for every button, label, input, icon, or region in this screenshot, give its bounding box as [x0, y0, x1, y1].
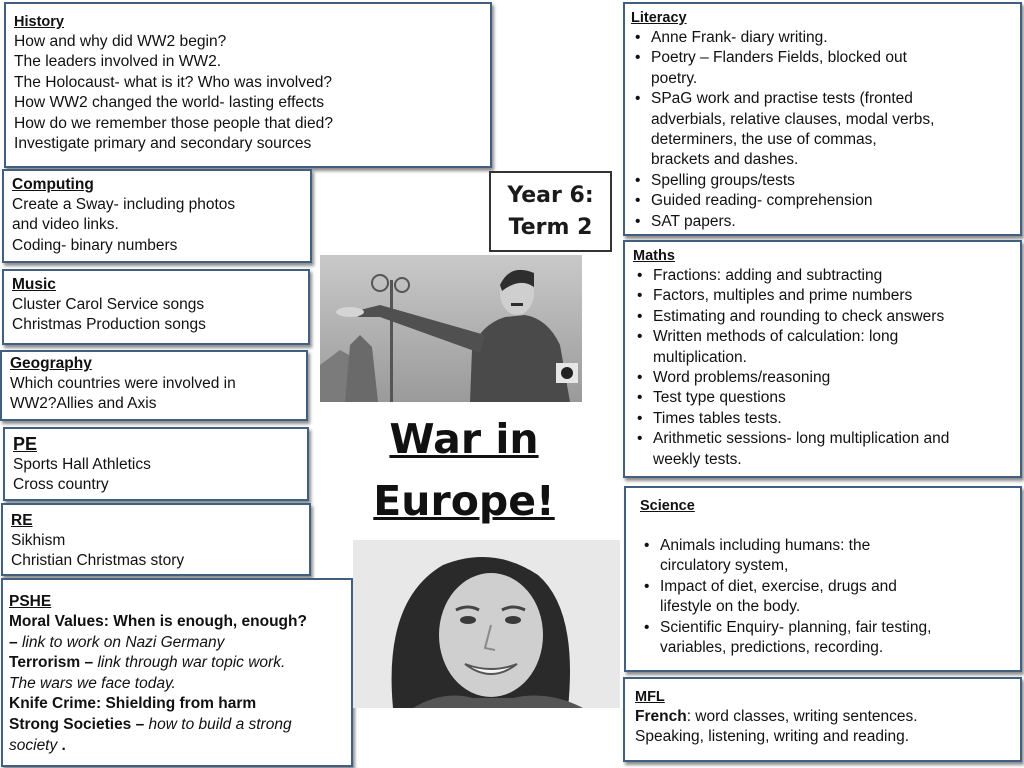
literacy-heading: Literacy [631, 10, 687, 26]
maths-panel [623, 240, 1022, 478]
literacy-panel [623, 2, 1022, 236]
literacy-item [631, 212, 1014, 232]
pshe-strong-societies [9, 715, 345, 736]
maths-item-text: • Written methods of calculation: long [653, 328, 899, 346]
re-line: Sikhism [11, 532, 66, 549]
history-line: The leaders involved in WW2. [14, 53, 222, 71]
science-item [640, 618, 1006, 659]
mfl-line2: Speaking, listening, writing and reading. [635, 728, 910, 746]
maths-item-text: • Test type questions [653, 389, 786, 407]
music-panel [2, 269, 310, 345]
literacy-list [631, 28, 1014, 232]
pshe-strong-bold: Strong Societies – [9, 715, 149, 733]
literacy-item [631, 28, 1014, 48]
term-label: Term 2 [508, 214, 593, 240]
anne-frank-photo-image [353, 540, 620, 708]
maths-list [633, 266, 1012, 470]
pshe-strong-italic-2: society [9, 736, 58, 754]
historical-photo-salute-image [320, 255, 582, 402]
anne-frank-photo [353, 540, 620, 708]
literacy-item-text: • Guided reading- comprehension [651, 192, 873, 210]
maths-item [633, 327, 1012, 368]
pshe-strong-end: . [57, 736, 66, 754]
maths-item-text: multiplication. [653, 348, 747, 366]
year-label: Year 6: [507, 182, 594, 208]
science-item-text: lifestyle on the body. [660, 598, 801, 616]
pshe-moral-bold: Moral Values: When is enough, enough? [9, 613, 307, 630]
history-heading: History [14, 14, 64, 30]
re-heading: RE [11, 512, 33, 529]
history-panel [4, 2, 492, 168]
maths-item [633, 307, 1012, 327]
pshe-panel [1, 578, 353, 767]
maths-item [633, 409, 1012, 429]
mfl-french-rest: : word classes, writing sentences. [686, 708, 918, 725]
history-line: How do we remember those people that died? [14, 114, 333, 132]
science-list [640, 536, 1006, 658]
pshe-strong-italic: how to build a strong [148, 715, 292, 733]
geography-panel [0, 350, 308, 421]
history-line: How and why did WW2 begin? [14, 33, 227, 50]
literacy-item-text: adverbials, relative clauses, modal verbs, [651, 110, 935, 128]
music-line: Christmas Production songs [12, 316, 206, 334]
science-panel [624, 486, 1022, 672]
science-item [640, 577, 1006, 618]
literacy-item [631, 171, 1014, 191]
literacy-item-text: • SPaG work and practise tests (fronted [651, 90, 913, 108]
maths-item-text: • Arithmetic sessions- long multiplication and [653, 430, 950, 448]
history-line: The Holocaust- what is it? Who was involved? [14, 73, 333, 91]
literacy-item [631, 48, 1014, 89]
pshe-wars: The wars we face today. [9, 674, 176, 692]
geography-heading: Geography [10, 355, 92, 372]
pshe-knife-crime [9, 694, 345, 715]
maths-item [633, 368, 1012, 388]
main-title-line2: Europe! [373, 477, 555, 525]
maths-item [633, 388, 1012, 408]
science-item [640, 536, 1006, 577]
literacy-item-text: poetry. [651, 69, 698, 87]
pshe-terrorism-bold: Terrorism – [9, 654, 98, 672]
science-item-text: • Animals including humans: the [660, 537, 871, 554]
pe-heading: PE [13, 434, 38, 454]
historical-photo-salute [320, 255, 582, 402]
science-item-text: • Scientific Enquiry- planning, fair testing, [660, 618, 932, 636]
pshe-terrorism-italic: link through war topic work. [97, 654, 286, 672]
literacy-item-text: • Anne Frank- diary writing. [651, 29, 828, 46]
pshe-heading: PSHE [9, 593, 52, 610]
maths-item-text: • Fractions: adding and subtracting [653, 267, 883, 284]
literacy-item-text: • Poetry – Flanders Fields, blocked out [651, 49, 907, 67]
geography-line: Which countries were involved in [10, 375, 236, 392]
literacy-item-text: brackets and dashes. [651, 151, 799, 169]
pshe-moral-values [9, 612, 345, 633]
mfl-panel [623, 677, 1022, 762]
music-line: Cluster Carol Service songs [12, 296, 205, 313]
re-line: Christian Christmas story [11, 552, 185, 570]
pshe-terrorism [9, 653, 345, 674]
computing-panel [2, 169, 312, 263]
pe-line: Sports Hall Athletics [13, 456, 151, 473]
music-heading: Music [12, 276, 56, 293]
pshe-moral-italic: link to work on Nazi Germany [21, 633, 225, 651]
pshe-strong-societies-end [9, 736, 345, 757]
mfl-french [635, 707, 1010, 727]
geography-line: WW2?Allies and Axis [10, 395, 157, 413]
science-item-text: • Impact of diet, exercise, drugs and [660, 577, 897, 595]
maths-item [633, 429, 1012, 470]
science-item-text: variables, predictions, recording. [660, 639, 884, 657]
maths-item-text: • Word problems/reasoning [653, 369, 831, 387]
computing-heading: Computing [12, 176, 94, 193]
history-line: How WW2 changed the world- lasting effects [14, 94, 324, 112]
literacy-item [631, 89, 1014, 171]
literacy-item-text: • SAT papers. [651, 212, 736, 230]
mfl-french-bold: French [635, 708, 687, 725]
science-item-text: circulatory system, [660, 557, 789, 575]
maths-heading: Maths [633, 248, 675, 264]
pe-line: Cross country [13, 476, 109, 494]
pshe-knife-bold: Knife Crime: Shielding from harm [9, 695, 257, 713]
main-title [350, 408, 578, 538]
re-panel [1, 503, 311, 576]
pshe-moral-link [9, 633, 345, 654]
mfl-heading: MFL [635, 689, 665, 705]
maths-item-text: • Estimating and rounding to check answers [653, 307, 945, 325]
maths-item [633, 286, 1012, 306]
computing-line: Coding- binary numbers [12, 236, 178, 254]
computing-line: and video links. [12, 216, 119, 234]
main-title-line1: War in [389, 415, 539, 463]
maths-item [633, 266, 1012, 286]
history-line: Investigate primary and secondary sources [14, 135, 312, 153]
maths-item-text: • Factors, multiples and prime numbers [653, 287, 913, 305]
maths-item-text: • Times tables tests. [653, 409, 782, 427]
pshe-moral-dash: – [9, 633, 22, 651]
literacy-item [631, 191, 1014, 211]
literacy-item-text: determiners, the use of commas, [651, 131, 877, 149]
pe-panel [3, 427, 309, 501]
science-spacer [640, 516, 1006, 536]
literacy-item-text: • Spelling groups/tests [651, 171, 795, 189]
science-heading: Science [640, 498, 695, 514]
maths-item-text: weekly tests. [653, 450, 742, 468]
year-term-label [489, 171, 612, 252]
computing-line: Create a Sway- including photos [12, 196, 236, 213]
